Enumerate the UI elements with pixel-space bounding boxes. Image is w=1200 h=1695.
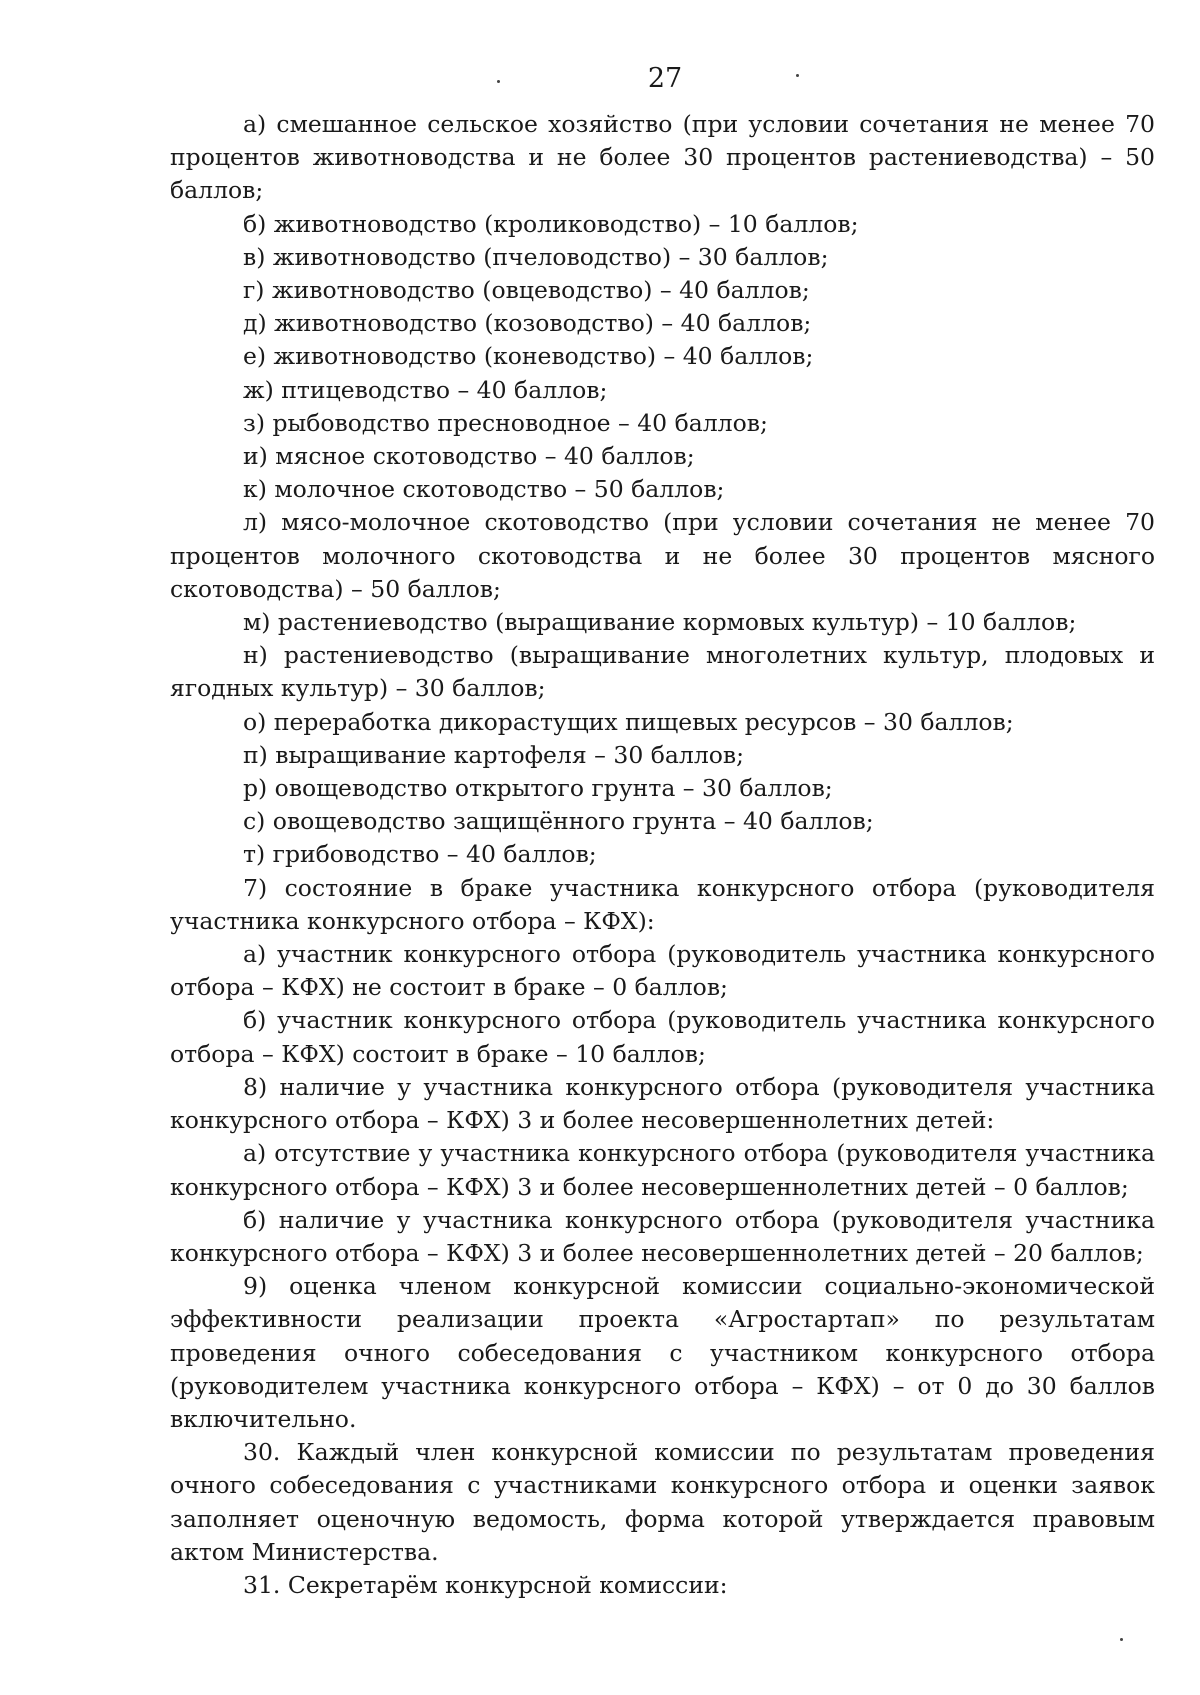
paragraph: д) животноводство (козоводство) – 40 баллов; [243, 309, 812, 338]
paragraph: с) овощеводство защищённого грунта – 40 баллов; [243, 807, 874, 836]
document-body [170, 108, 1155, 1602]
paragraph: н) растениеводство (выращивание многолетних культур, плодовых и ягодных культур) – 30 баллов; [170, 641, 1155, 703]
paragraph: а) смешанное сельское хозяйство (при условии сочетания не менее 70 процентов животноводства и не более 30 процентов растениеводства) – 50 баллов; [170, 110, 1155, 205]
paragraph: о) переработка дикорастущих пищевых ресурсов – 30 баллов; [243, 707, 1014, 736]
paragraph: б) участник конкурсного отбора (руководитель участника конкурсного отбора – КФХ) состоит в браке – 10 баллов; [170, 1006, 1155, 1068]
paragraph: б) наличие у участника конкурсного отбора (руководителя участника конкурсного отбора – КФХ) 3 и более несовершеннолетних детей – 20 баллов; [170, 1205, 1155, 1267]
paragraph: м) растениеводство (выращивание кормовых культур) – 10 баллов; [243, 608, 1077, 637]
scan-speck [796, 74, 799, 77]
paragraph: и) мясное скотоводство – 40 баллов; [243, 442, 695, 471]
scan-speck [1120, 1638, 1123, 1641]
paragraph: р) овощеводство открытого грунта – 30 баллов; [243, 774, 833, 803]
paragraph: 7) состояние в браке участника конкурсного отбора (руководителя участника конкурсного отбора – КФХ): [170, 873, 1155, 935]
paragraph: б) животноводство (кролиководство) – 10 баллов; [243, 209, 859, 238]
paragraph: г) животноводство (овцеводство) – 40 баллов; [243, 276, 810, 305]
paragraph: е) животноводство (коневодство) – 40 баллов; [243, 342, 814, 371]
paragraph: ж) птицеводство – 40 баллов; [243, 375, 608, 404]
scan-speck [497, 80, 500, 83]
paragraph: 31. Секретарём конкурсной комиссии: [243, 1570, 728, 1599]
page-number: 27 [647, 63, 683, 94]
paragraph: т) грибоводство – 40 баллов; [243, 840, 597, 869]
paragraph: л) мясо-молочное скотоводство (при условии сочетания не менее 70 процентов молочного скотоводства и не более 30 процентов мясного скотоводства) – 50 баллов; [170, 508, 1155, 603]
paragraph: к) молочное скотоводство – 50 баллов; [243, 475, 725, 504]
paragraph: в) животноводство (пчеловодство) – 30 баллов; [243, 242, 829, 271]
paragraph: з) рыбоводство пресноводное – 40 баллов; [243, 408, 768, 437]
paragraph: а) участник конкурсного отбора (руководитель участника конкурсного отбора – КФХ) не состоит в браке – 0 баллов; [170, 940, 1155, 1002]
paragraph: 9) оценка членом конкурсной комиссии социально-экономической эффективности реализации проекта «Агростартап» по результатам проведения очного собеседования с участником конкурсного отбора (руководителем участника конкурсного отбора – КФХ) – от 0 до 30 баллов включительно. [170, 1272, 1155, 1433]
paragraph: 30. Каждый член конкурсной комиссии по результатам проведения очного собеседования с участниками конкурсного отбора и оценки заявок заполняет оценочную ведомость, форма которой утверждается правовым актом Министерства. [170, 1438, 1155, 1566]
paragraph: п) выращивание картофеля – 30 баллов; [243, 740, 745, 769]
paragraph: а) отсутствие у участника конкурсного отбора (руководителя участника конкурсного отбора – КФХ) 3 и более несовершеннолетних детей – 0 баллов; [170, 1139, 1155, 1201]
paragraph: 8) наличие у участника конкурсного отбора (руководителя участника конкурсного отбора – КФХ) 3 и более несовершеннолетних детей: [170, 1072, 1155, 1135]
